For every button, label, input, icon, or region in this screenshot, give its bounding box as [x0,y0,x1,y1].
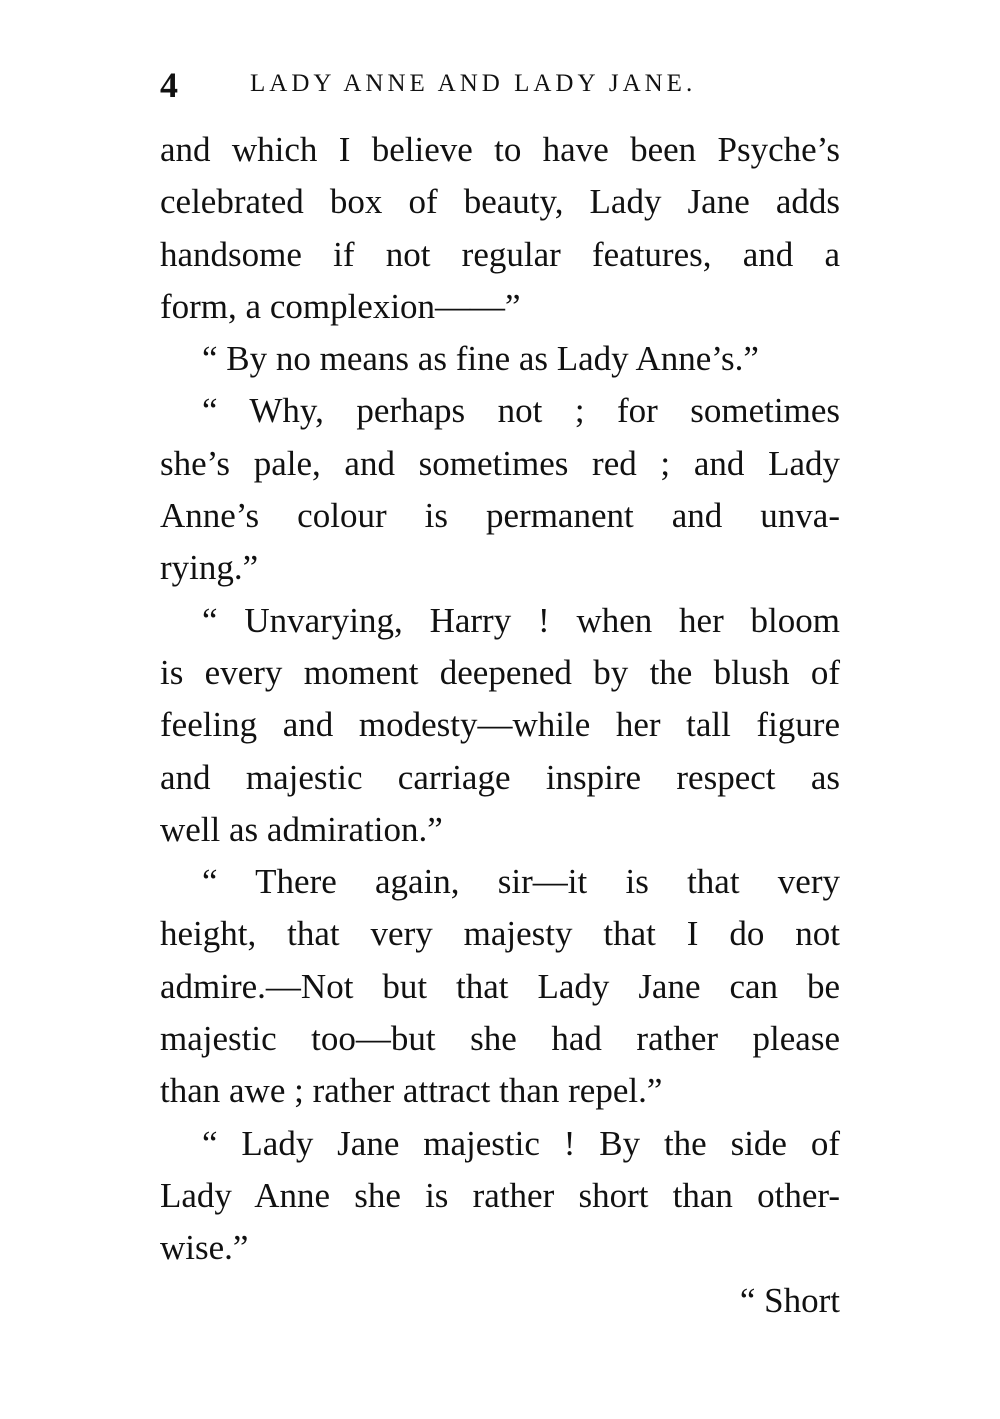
text-line: “ There again, sir—it is that very [202,862,840,902]
page-number: 4 [160,65,178,105]
text-line: admire.—Not but that Lady Jane can be [160,966,840,1006]
text-line: majestic too—but she had rather please [160,1019,840,1059]
text-line: handsome if not regular features, and a [160,234,840,274]
text-line: she’s pale, and sometimes red ; and Lady [160,443,840,483]
body-text [160,124,840,1327]
text-line: and majestic carriage inspire respect as [160,757,840,797]
text-line: Lady Anne she is rather short than other- [160,1175,840,1215]
text-line: celebrated box of beauty, Lady Jane adds [160,182,840,222]
text-line: wise.” [160,1228,249,1268]
text-line: and which I believe to have been Psyche’s [160,130,840,169]
text-line: feeling and modesty—while her tall figure [160,705,840,745]
running-title: LADY ANNE AND LADY JANE. [250,70,697,97]
text-line: is every moment deepened by the blush of [160,652,840,692]
text-line: “ Why, perhaps not ; for sometimes [202,391,840,431]
running-head [160,58,840,124]
book-page [160,58,840,1327]
text-line: well as admiration.” [160,809,443,849]
text-line: “ By no means as fine as Lady Anne’s.” [202,339,759,379]
text-line: rying.” [160,548,259,588]
text-line: “ Lady Jane majestic ! By the side of [202,1123,840,1163]
text-line: height, that very majesty that I do not [160,914,840,954]
text-line: Anne’s colour is permanent and unva- [160,496,840,536]
text-line: form, a complexion——” [160,286,521,326]
text-line: “ Unvarying, Harry ! when her bloom [202,600,840,640]
catchword: “ Short [739,1280,840,1320]
text-line: than awe ; rather attract than repel.” [160,1071,663,1111]
